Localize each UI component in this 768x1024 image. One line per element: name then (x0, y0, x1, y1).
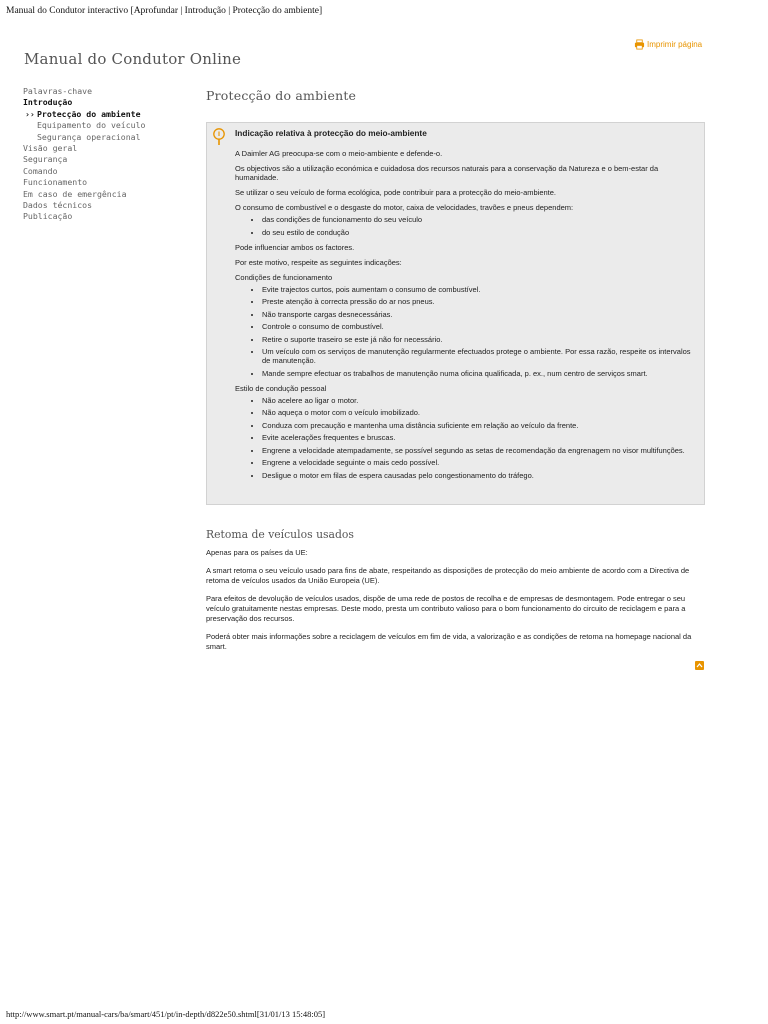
sidebar-item-equipamento-veiculo[interactable] (23, 120, 193, 131)
sidebar-item-comando[interactable] (23, 166, 193, 177)
printer-icon (634, 39, 645, 50)
sidebar-item-label: Segurança (23, 154, 68, 165)
sidebar-item-label: Em caso de emergência (23, 188, 127, 199)
sidebar-item-label: Protecção do ambiente (37, 108, 141, 119)
section-paragraph: A smart retoma o seu veículo usado para fins de abate, respeitando as disposições de protecção do meio ambiente de acordo com a Directiva de retoma de veículos usados da União Europeia (UE). (206, 566, 690, 585)
sidebar-item-label: Introdução (23, 97, 73, 108)
note-content (235, 129, 693, 486)
page-url-footer: http://www.smart.pt/manual-cars/ba/smart/451/pt/in-depth/d822e50.shtml[31/01/13 15:48:05] (6, 1009, 326, 1019)
sidebar-item-funcionamento[interactable] (23, 177, 193, 188)
lightbulb-icon (212, 127, 226, 147)
sidebar-item-label: Comando (23, 165, 58, 176)
list-item: • do seu estilo de condução (262, 228, 693, 237)
note-paragraph: Se utilizar o seu veículo de forma ecológica, pode contribuir para a protecção do meio-ambiente. (235, 188, 557, 197)
section-paragraph: Para efeitos de devolução de veículos usados, dispõe de uma rede de postos de recolha e de empresas de desmontagem. Pode entregar o seu veículo gratuitamente nestas empresas. Deste modo, presta um contributo valioso para o bom funcionamento do circuito de reciclagem e para a preservação dos recursos. (206, 594, 686, 623)
section-paragraph: Apenas para os países da UE: (206, 548, 308, 557)
dependency-list (235, 215, 693, 237)
note-paragraph: Por este motivo, respeite as seguintes indicações: (235, 257, 402, 267)
page-title: Protecção do ambiente (206, 88, 357, 103)
note-paragraph: Os objectivos são a utilização económica e cuidadosa dos recursos naturais para a conservação da Natureza e o bem-estar da humanidade. (235, 164, 659, 182)
list-item: • Desligue o motor em filas de espera causadas pelo congestionamento do tráfego. (262, 471, 693, 480)
sidebar-item-publicacao[interactable] (23, 211, 193, 222)
driving-style-list (235, 396, 693, 480)
sidebar-item-label: Publicação (23, 211, 73, 222)
operating-conditions-heading: Condições de funcionamento (235, 272, 333, 282)
list-item: • Engrene a velocidade atempadamente, se possível segundo as setas de recomendação da engrenagem no visor multifunções. (262, 446, 693, 455)
sidebar-item-label: Visão geral (23, 142, 78, 153)
sidebar-item-dados-tecnicos[interactable] (23, 200, 193, 211)
sidebar-item-label: Palavras-chave (23, 86, 93, 96)
print-page-label: Imprimir página (647, 40, 703, 49)
sidebar-item-label: Funcionamento (23, 177, 88, 188)
environment-note-box (206, 122, 705, 505)
driving-style-heading: Estilo de condução pessoal (235, 383, 327, 393)
list-item: • Evite trajectos curtos, pois aumentam o consumo de combustível. (262, 285, 693, 294)
sidebar-item-visao-geral[interactable] (23, 143, 193, 154)
sidebar-item-label: Dados técnicos (23, 199, 93, 210)
vehicle-takeback-section (206, 528, 703, 660)
sidebar-item-label: Segurança operacional (37, 131, 141, 142)
note-paragraph: A Daimler AG preocupa-se com o meio-ambiente e defende-o. (235, 149, 443, 158)
section-title: Retoma de veículos usados (206, 528, 354, 541)
operating-conditions-list (235, 285, 693, 378)
list-item: • Engrene a velocidade seguinte o mais cedo possível. (262, 458, 693, 467)
sidebar-item-emergencia[interactable] (23, 189, 193, 200)
note-paragraph: O consumo de combustível e o desgaste do motor, caixa de velocidades, travões e pneus dependem: (235, 203, 574, 212)
section-paragraph: Poderá obter mais informações sobre a reciclagem de veículos em fim de vida, a valorização e as condições de retoma na homepage nacional da smart. (206, 632, 692, 651)
list-item: • Não acelere ao ligar o motor. (262, 396, 693, 405)
site-title: Manual do Condutor Online (24, 50, 242, 68)
sidebar-item-proteccao-ambiente[interactable] (23, 109, 193, 120)
list-item: • Retire o suporte traseiro se este já não for necessário. (262, 335, 693, 344)
main-content (206, 86, 705, 651)
sidebar-item-seguranca[interactable] (23, 154, 193, 165)
sidebar-item-seguranca-operacional[interactable] (23, 132, 193, 143)
browser-page-title: Manual do Condutor interactivo [Aprofundar | Introdução | Protecção do ambiente] (6, 6, 323, 16)
print-page-link[interactable] (634, 39, 702, 50)
sidebar-item-palavras-chave[interactable] (23, 86, 193, 97)
active-marker-icon: ›› (25, 108, 35, 119)
note-paragraph: Pode influenciar ambos os factores. (235, 242, 355, 252)
list-item: • Evite acelerações frequentes e bruscas. (262, 433, 693, 442)
sidebar-nav (23, 86, 193, 223)
list-item: • Controle o consumo de combustível. (262, 322, 693, 331)
list-item: • Conduza com precaução e mantenha uma distância suficiente em relação ao veículo da frente. (262, 421, 693, 430)
list-item: • Preste atenção à correcta pressão do ar nos pneus. (262, 297, 693, 306)
list-item: • Não transporte cargas desnecessárias. (262, 310, 693, 319)
list-item: • Não aqueça o motor com o veículo imobilizado. (262, 408, 693, 417)
sidebar-item-label: Equipamento do veículo (37, 120, 146, 131)
chevron-up-icon[interactable] (695, 661, 704, 670)
list-item: • das condições de funcionamento do seu veículo (262, 215, 693, 224)
note-heading: Indicação relativa à protecção do meio-ambiente (235, 128, 427, 138)
list-item: • Um veículo com os serviços de manutenção regularmente efectuados protege o ambiente. Por essa razão, respeite os intervalos de manutenção. (262, 347, 693, 365)
list-item: • Mande sempre efectuar os trabalhos de manutenção numa oficina qualificada, p. ex., num centro de serviços smart. (262, 369, 693, 378)
sidebar-item-introducao[interactable] (23, 97, 193, 108)
